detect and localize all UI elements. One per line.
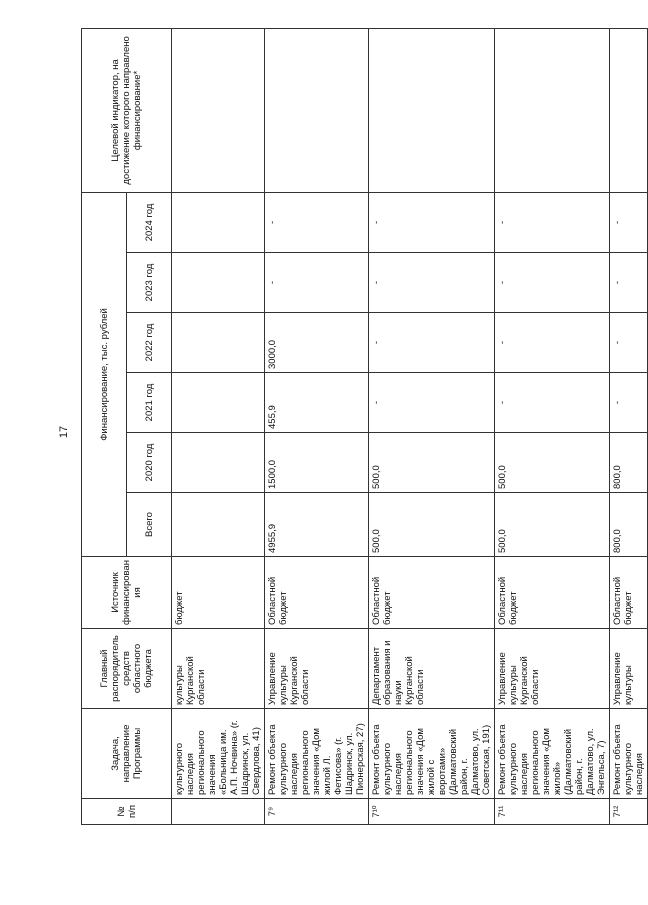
header-row [82,28,127,824]
header-total: Всего [127,493,172,557]
row-task: культурного наследия регионального значения «Больница им. А.П. Ночвина» (г. Шадринск, ул. Свердлова, 41) [172,709,265,799]
row-source: Областной бюджет [610,557,648,629]
row-2022: - [610,313,648,373]
row-2022: - [369,313,495,373]
row-2020: 500,0 [369,433,495,493]
row-2024: - [610,192,648,252]
row-total: 500,0 [369,493,495,557]
row-2020 [172,433,265,493]
row-total: 800,0 [610,493,648,557]
row-indicator [265,28,369,192]
row-num: 7¹¹ [495,799,610,825]
table-row [265,28,369,824]
row-manager: культуры Курганской области [172,629,265,709]
row-indicator [369,28,495,192]
row-total: 500,0 [495,493,610,557]
row-2022 [172,313,265,373]
row-manager: Управление культуры Курганской области [495,629,610,709]
row-total [172,493,265,557]
page-number: 17 [58,425,70,439]
row-2023: - [369,253,495,313]
row-source: Областной бюджет [369,557,495,629]
table-row [610,28,648,824]
row-2023: - [610,253,648,313]
header-year: 2021 год [127,373,172,433]
row-2021 [172,373,265,433]
row-2020: 500,0 [495,433,610,493]
row-indicator [495,28,610,192]
header-indicator: Целевой индикатор, на достижение которого направлено финансирование* [82,28,172,192]
row-manager: Управление культуры [610,629,648,709]
row-2022: - [495,313,610,373]
row-2023: - [265,253,369,313]
header-task: Задача, направление Программы [82,709,172,799]
financing-table [81,28,648,825]
header-year: 2023 год [127,253,172,313]
row-2021: - [369,373,495,433]
row-source: бюджет [172,557,265,629]
header-year: 2024 год [127,192,172,252]
row-manager: Департамент образования и науки Курганской области [369,629,495,709]
header-source: Источник финансирования [82,557,172,629]
row-indicator [172,28,265,192]
row-task: Ремонт объекта культурного наследия регионального значения «Дом жилой» (Далматовский район, г. Далматово, ул. Энгельса, 7) [495,709,610,799]
row-2022: 3000,0 [265,313,369,373]
row-2024: - [495,192,610,252]
rotated-table-wrapper [81,29,645,825]
row-2020: 800,0 [610,433,648,493]
row-2024 [172,192,265,252]
table-row [369,28,495,824]
header-financing: Финансирование, тыс. рублей [82,192,127,556]
row-source: Областной бюджет [495,557,610,629]
row-2021: 455,9 [265,373,369,433]
row-task: Ремонт объекта культурного наследия регионального значения «Дом жилой с воротами» (Далматовский район, г. Далматово, ул. Советская, 191) [369,709,495,799]
header-year: 2020 год [127,433,172,493]
header-manager: Главный распорядитель средств областного бюджета [82,629,172,709]
table-row [172,28,265,824]
row-2020: 1500,0 [265,433,369,493]
row-total: 4955,9 [265,493,369,557]
row-2024: - [369,192,495,252]
row-manager: Управление культуры Курганской области [265,629,369,709]
row-2023: - [495,253,610,313]
row-num: 7¹⁰ [369,799,495,825]
row-num: 7¹² [610,799,648,825]
row-task: Ремонт объекта культурного наследия регионального значения «Дом жилой Л. Фетисова» (г. Шадринск, ул. Пионерская, 27) [265,709,369,799]
row-2021: - [610,373,648,433]
row-2024: - [265,192,369,252]
row-source: Областной бюджет [265,557,369,629]
header-num: № п/п [82,799,172,825]
row-2023 [172,253,265,313]
row-indicator [610,28,648,192]
row-task: Ремонт объекта культурного наследия [610,709,648,799]
row-num: 7⁹ [265,799,369,825]
table-row [495,28,610,824]
header-year: 2022 год [127,313,172,373]
row-num [172,799,265,825]
row-2021: - [495,373,610,433]
